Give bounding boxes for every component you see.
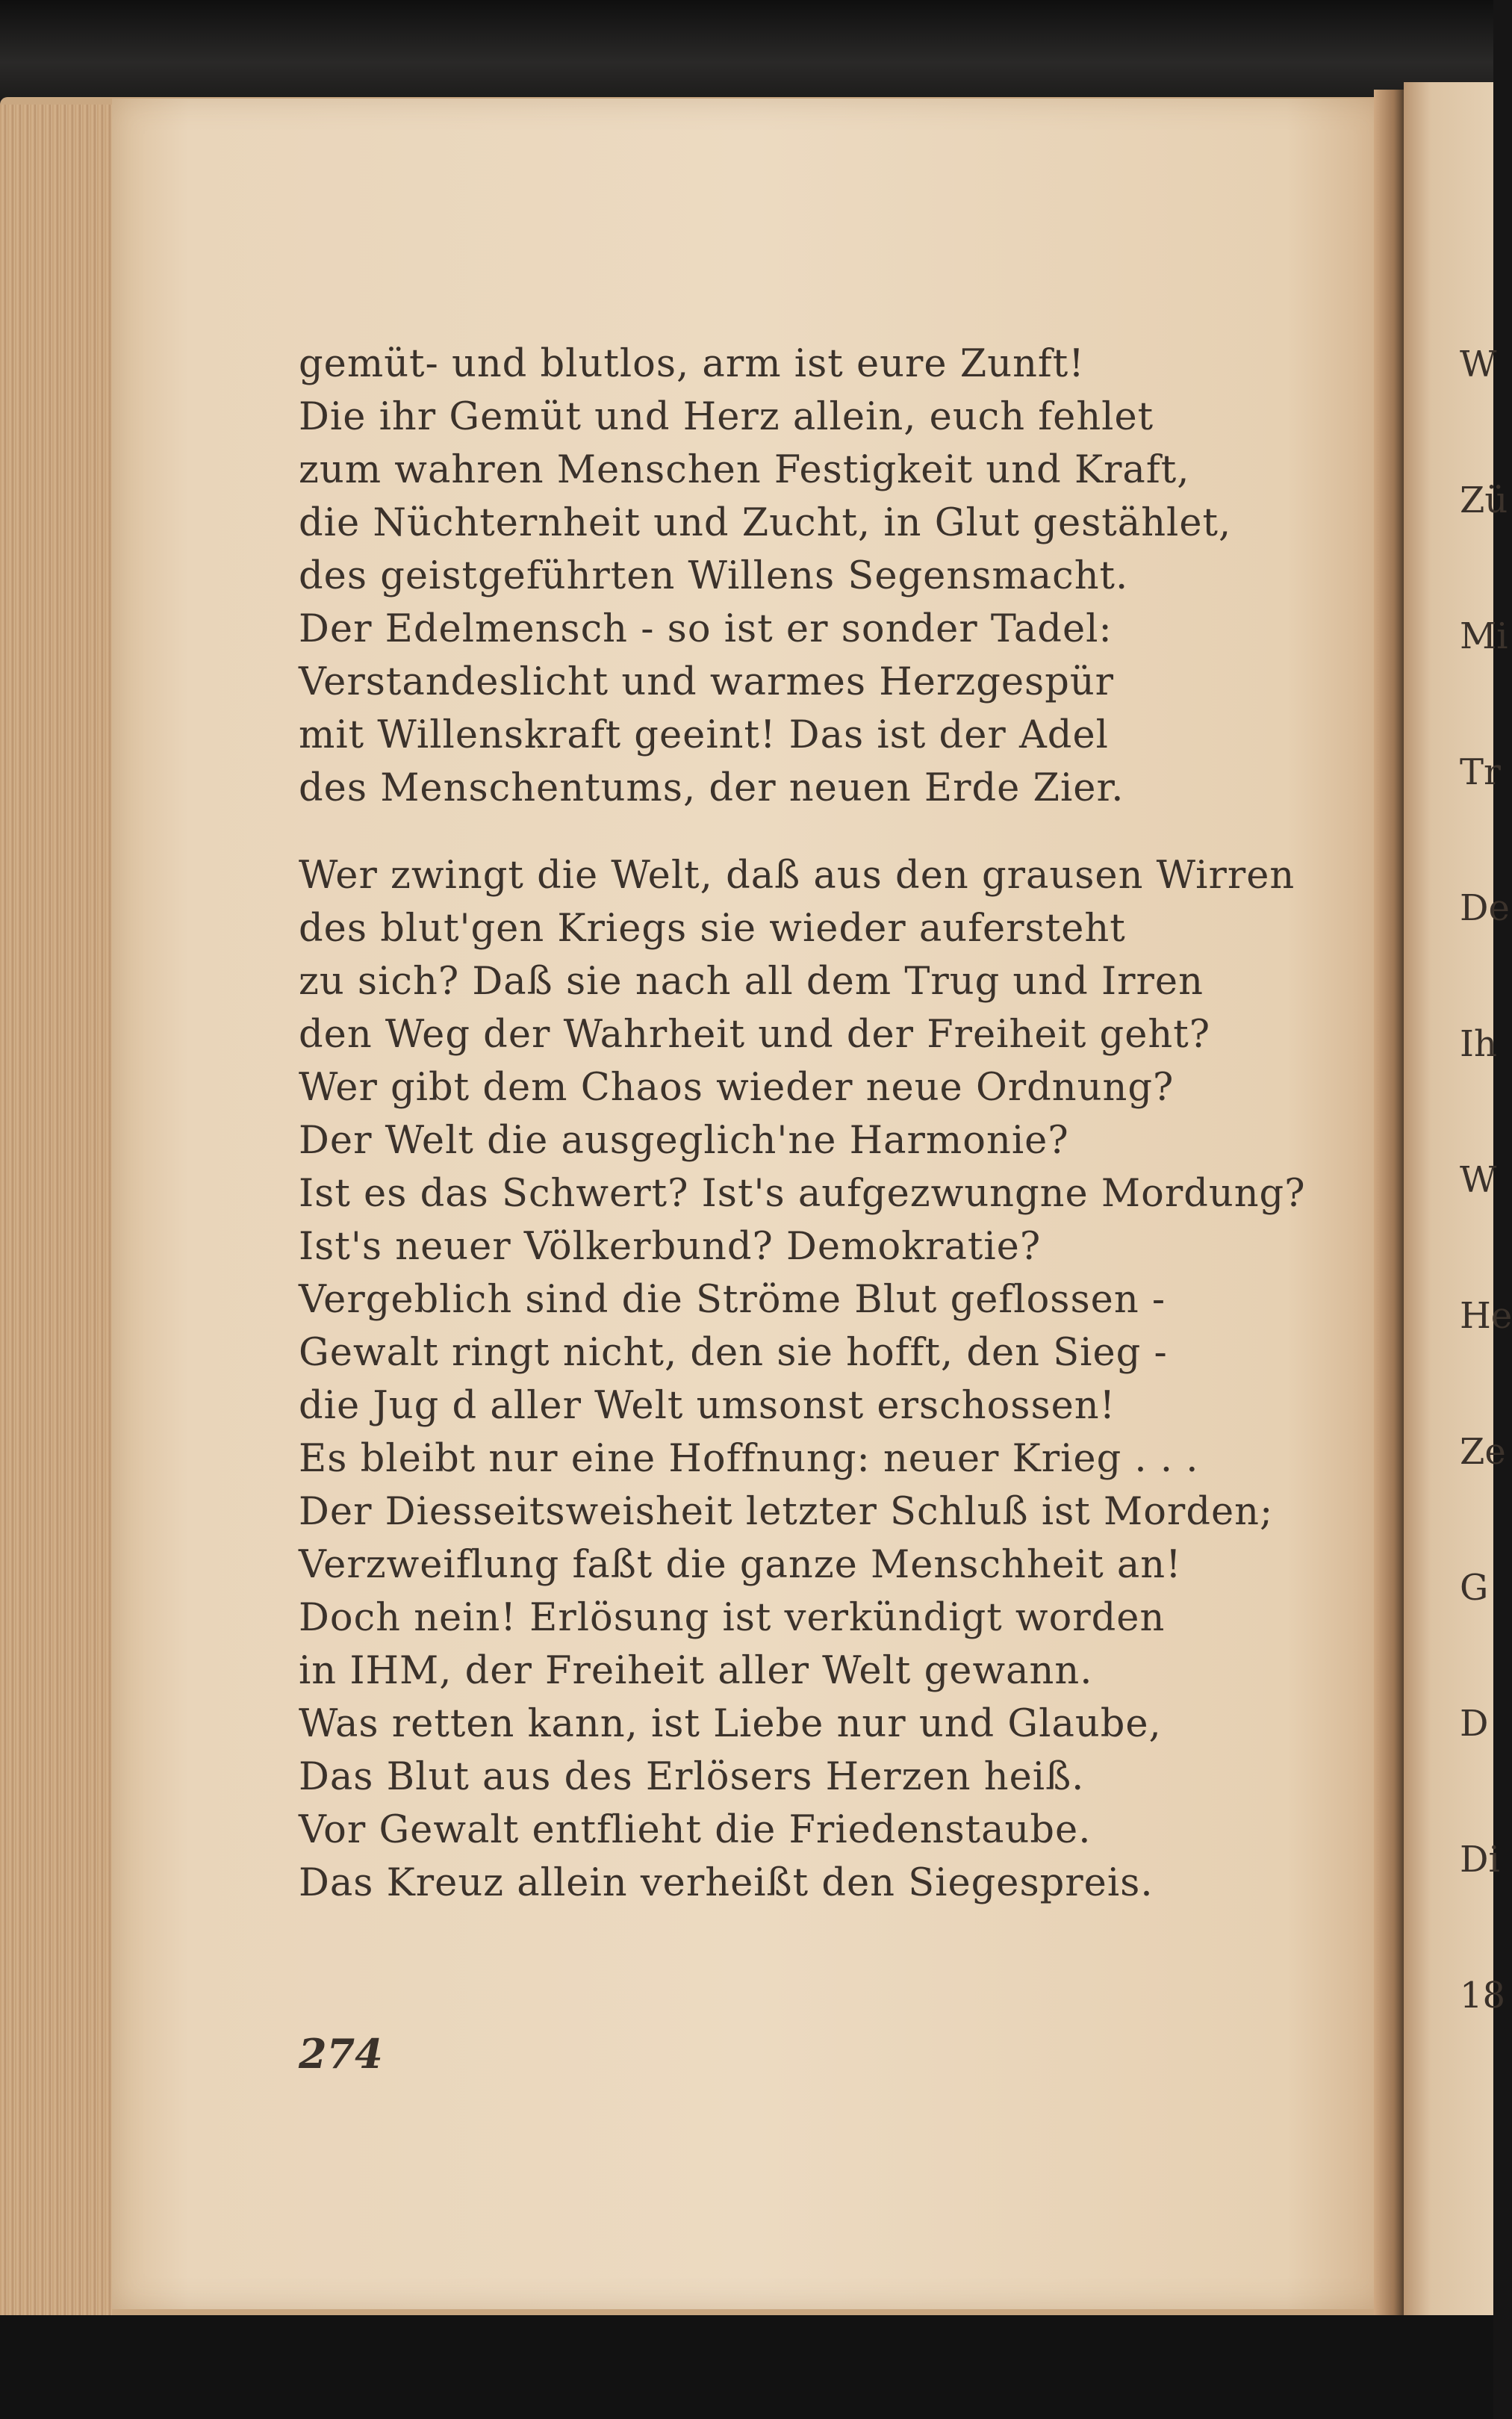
page-number: 274 xyxy=(299,2030,383,2078)
fragment: De xyxy=(1460,887,1510,929)
book-gutter xyxy=(1374,90,1407,2330)
poem-line: die Jug d aller Welt umsonst erschossen! xyxy=(299,1384,1116,1428)
poem-line: mit Willenskraft geeint! Das ist der Adel xyxy=(299,713,1109,757)
fragment: G xyxy=(1460,1567,1489,1609)
poem-line: Der Edelmensch - so ist er sonder Tadel: xyxy=(299,607,1113,651)
fragment: Tr xyxy=(1460,751,1501,793)
poem-line: den Weg der Wahrheit und der Freiheit geht? xyxy=(299,1013,1211,1057)
poem-line: Ist es das Schwert? Ist's aufgezwungne Mordung? xyxy=(299,1172,1306,1216)
fragment: Ih xyxy=(1460,1023,1497,1065)
poem-line: Wer gibt dem Chaos wieder neue Ordnung? xyxy=(299,1066,1175,1110)
poem-line: Gewalt ringt nicht, den sie hofft, den Sieg - xyxy=(299,1331,1168,1375)
poem-line: des geistgeführten Willens Segensmacht. xyxy=(299,554,1129,598)
fragment: W xyxy=(1460,344,1497,385)
poem-line: Der Diesseitsweisheit letzter Schluß ist Morden; xyxy=(299,1490,1274,1534)
poem-line: die Nüchternheit und Zucht, in Glut gestählet, xyxy=(299,501,1232,545)
poem-line: Es bleibt nur eine Hoffnung: neuer Krieg . . . xyxy=(299,1437,1199,1481)
poem-line: Das Kreuz allein verheißt den Siegespreis. xyxy=(299,1861,1154,1905)
poem-line: Verstandeslicht und warmes Herzgespür xyxy=(299,660,1115,704)
background-bottom xyxy=(0,2315,1493,2419)
poem-line: Wer zwingt die Welt, daß aus den grausen Wirren xyxy=(299,854,1295,898)
background-top xyxy=(0,0,1493,105)
poem-line: in IHM, der Freiheit aller Welt gewann. xyxy=(299,1649,1093,1693)
stanza-1 xyxy=(299,338,1344,815)
poem-line: gemüt- und blutlos, arm ist eure Zunft! xyxy=(299,342,1085,386)
poem-line: zu sich? Daß sie nach all dem Trug und Irren xyxy=(299,960,1204,1004)
fragment: W xyxy=(1460,1159,1497,1201)
stanza-2 xyxy=(299,849,1344,1910)
poem-line: Der Welt die ausgeglich'ne Harmonie? xyxy=(299,1119,1069,1163)
fragment: D xyxy=(1460,1703,1489,1745)
fragment: Ze xyxy=(1460,1431,1506,1473)
poem-text xyxy=(299,338,1344,1910)
fragment: 18 xyxy=(1460,1975,1506,2016)
poem-line: Das Blut aus des Erlösers Herzen heiß. xyxy=(299,1755,1085,1799)
poem-line: Vergeblich sind die Ströme Blut geflossen - xyxy=(299,1278,1166,1322)
poem-line: Verzweiflung faßt die ganze Menschheit an! xyxy=(299,1543,1182,1587)
poem-line: zum wahren Menschen Festigkeit und Kraft, xyxy=(299,448,1190,492)
poem-line: des Menschentums, der neuen Erde Zier. xyxy=(299,766,1124,810)
poem-line: Doch nein! Erlösung ist verkündigt worden xyxy=(299,1596,1166,1640)
fragment: He xyxy=(1460,1295,1512,1337)
poem-line: Was retten kann, ist Liebe nur und Glaube, xyxy=(299,1702,1162,1746)
page-stack-edges xyxy=(0,105,112,2315)
fragment: Mi xyxy=(1460,615,1508,657)
poem-line: des blut'gen Kriegs sie wieder aufersteht xyxy=(299,907,1126,951)
poem-line: Vor Gewalt entflieht die Friedenstaube. xyxy=(299,1808,1092,1852)
fragment: Di xyxy=(1460,1839,1500,1881)
poem-line: Die ihr Gemüt und Herz allein, euch fehlet xyxy=(299,395,1154,439)
poem-line: Ist's neuer Völkerbund? Demokratie? xyxy=(299,1225,1042,1269)
right-page-fragments xyxy=(1460,344,1512,2111)
fragment: Zü xyxy=(1460,479,1508,521)
